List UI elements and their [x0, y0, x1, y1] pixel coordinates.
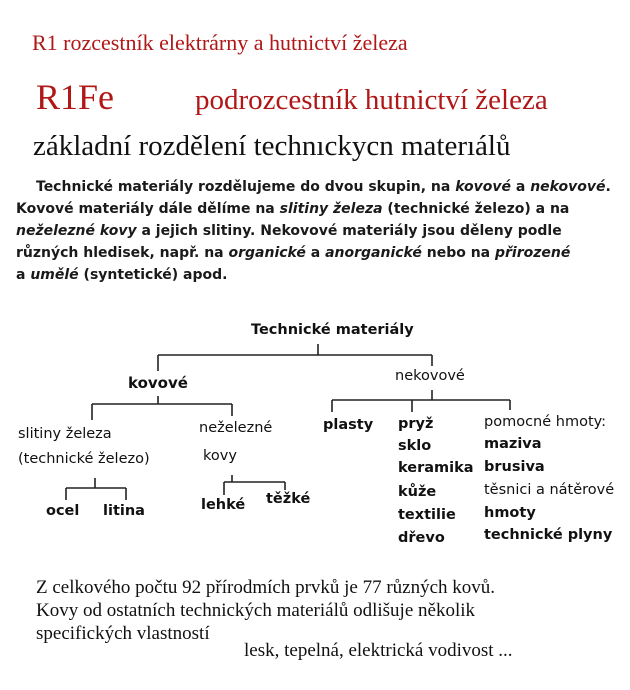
- node-nezelezne: neželezné: [199, 420, 273, 436]
- text: .: [605, 179, 611, 195]
- text: Technické materiály rozdělujeme do dvou skupin, na: [36, 179, 456, 195]
- diagram-root: Technické materiály: [251, 322, 414, 338]
- node-maziva: maziva: [484, 436, 542, 452]
- node-pomocne-hmoty: pomocné hmoty:: [484, 414, 607, 430]
- node-slitiny-zeleza: slitiny železa: [18, 426, 112, 442]
- text: a: [511, 179, 531, 195]
- node-ocel: ocel: [46, 503, 80, 519]
- text: (syntetické) apod.: [78, 267, 228, 283]
- header-line: R1 rozcestník elektrárny a hutnictví železa: [32, 30, 408, 55]
- footer-line-3: specifických vlastností: [36, 623, 210, 644]
- node-kovy: kovy: [203, 448, 237, 464]
- node-brusiva: brusiva: [484, 459, 545, 475]
- node-pryz: pryž: [398, 416, 434, 432]
- node-textilie: textilie: [398, 507, 456, 523]
- section-code: R1Fe: [36, 77, 115, 117]
- node-technicke-plyny: technické plyny: [484, 527, 613, 543]
- text: a: [16, 267, 31, 283]
- text: a: [305, 245, 326, 261]
- node-sklo: sklo: [398, 438, 432, 454]
- node-drevo: dřevo: [398, 530, 445, 546]
- node-hmoty: hmoty: [484, 505, 536, 521]
- text: (technické železo) a na: [382, 201, 570, 217]
- footer-line-1: Z celkového počtu 92 přírodmích prvků je 77 různých kovů.: [36, 577, 496, 598]
- node-litina: litina: [103, 503, 145, 519]
- node-slitiny-zeleza-note: (technické železo): [18, 451, 150, 467]
- node-lehke: lehké: [201, 497, 246, 513]
- emphasis: nekovové: [530, 179, 606, 195]
- footer-line-4: lesk, tepelná, elektrická vodivost ...: [244, 640, 513, 661]
- footer-line-2: Kovy od ostatních technických materiálů odlišuje několik: [36, 600, 476, 621]
- emphasis: organické: [228, 245, 306, 261]
- node-kuze: kůže: [398, 484, 437, 500]
- emphasis: umělé: [30, 267, 79, 283]
- text: a jejich slitiny. Nekovové materiály jsou děleny podle: [136, 223, 562, 239]
- node-tezke: těžké: [266, 491, 311, 507]
- node-tesnici: těsnici a nátěrové: [484, 482, 615, 498]
- emphasis: kovové: [455, 179, 511, 195]
- node-keramika: keramika: [398, 460, 474, 476]
- node-nekovove: nekovové: [395, 368, 465, 384]
- node-plasty: plasty: [323, 417, 374, 433]
- section-subtitle: podrozcestník hutnictví železa: [195, 84, 548, 116]
- text: nebo na: [421, 245, 495, 261]
- page-title: základní rozdělení technıckycn materıálů: [33, 130, 511, 162]
- emphasis: přirozené: [495, 245, 571, 261]
- text: různých hledisek, např. na: [16, 245, 229, 261]
- emphasis: anorganické: [325, 245, 422, 261]
- emphasis: neželezné kovy: [16, 223, 137, 239]
- text: Kovové materiály dále dělíme na: [16, 201, 280, 217]
- emphasis: slitiny železa: [279, 201, 383, 217]
- node-kovove: kovové: [128, 374, 188, 392]
